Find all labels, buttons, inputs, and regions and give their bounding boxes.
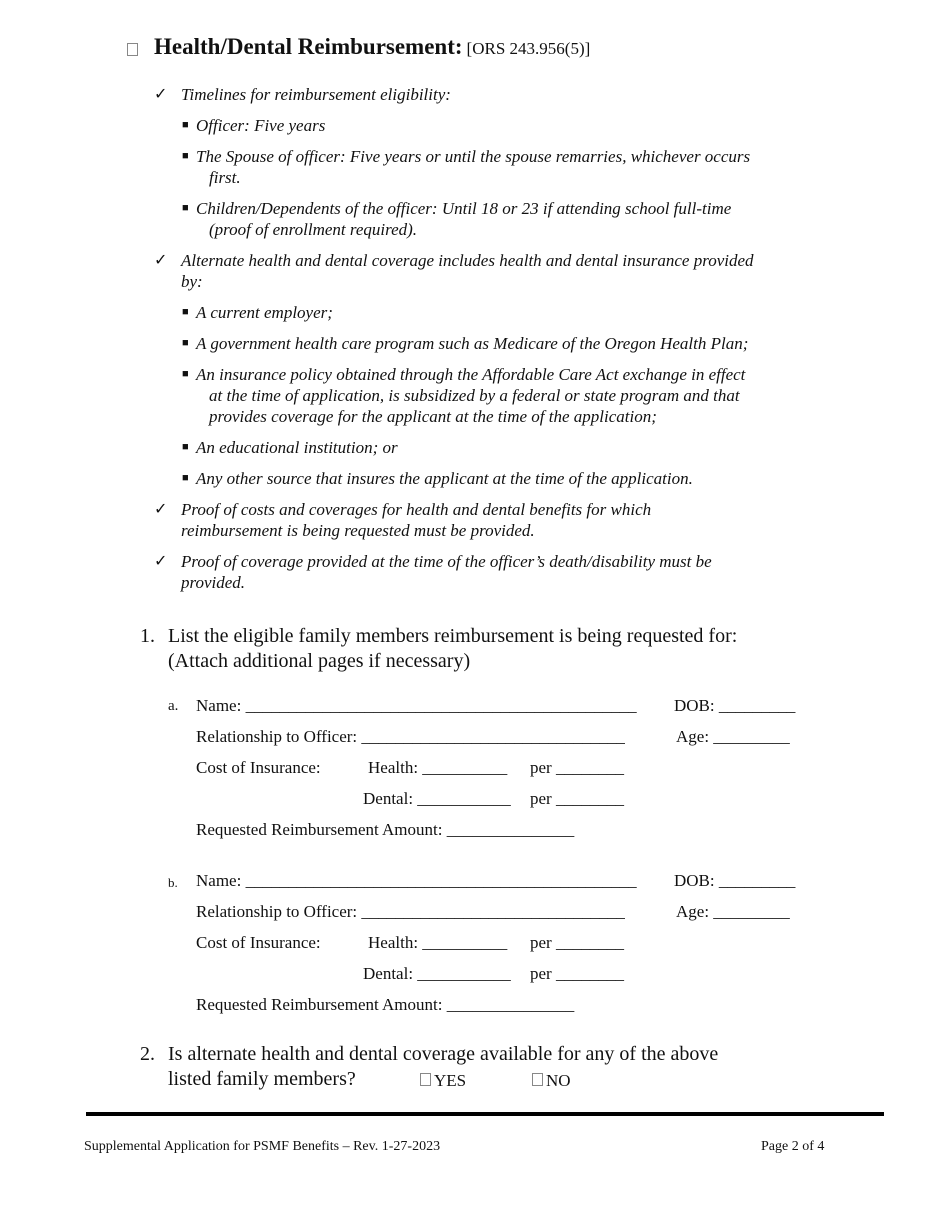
yes-option[interactable] xyxy=(420,1071,466,1091)
question-text: List the eligible family members reimbursement is being requested for: xyxy=(168,625,738,647)
bullet-icon: ■ xyxy=(182,472,189,484)
bullet-icon: ■ xyxy=(182,337,189,349)
footer-form-title: Supplemental Application for PSMF Benefits – Rev. 1-27-2023 xyxy=(84,1139,441,1154)
list-item: An educational institution; or xyxy=(196,438,398,457)
bullet-icon: ■ xyxy=(182,306,189,318)
health-cost-field[interactable]: Health: __________ xyxy=(368,933,508,952)
relationship-field[interactable]: Relationship to Officer: _______________________________ xyxy=(196,727,625,746)
member-letter: b. xyxy=(168,875,178,890)
list-item-continuation: (proof of enrollment required). xyxy=(209,220,418,239)
footer-page-number: Page 2 of 4 xyxy=(761,1139,825,1154)
relationship-field[interactable]: Relationship to Officer: _______________________________ xyxy=(196,902,625,921)
bullet-icon: ■ xyxy=(182,119,189,131)
no-option[interactable] xyxy=(532,1071,571,1091)
yes-checkbox[interactable] xyxy=(420,1073,431,1086)
requested-amount-field[interactable]: Requested Reimbursement Amount: _______________ xyxy=(196,995,575,1014)
checkmark-icon: ✓ xyxy=(154,501,168,518)
question-text: Is alternate health and dental coverage available for any of the above xyxy=(168,1043,719,1065)
checklist-text-continuation: reimbursement is being requested must be provided. xyxy=(181,521,535,540)
section-citation: [ORS 243.956(5)] xyxy=(466,39,591,58)
list-item: A government health care program such as Medicare of the Oregon Health Plan; xyxy=(196,334,749,353)
list-item-continuation: at the time of application, is subsidized by a federal or state program and that xyxy=(209,386,740,405)
name-field[interactable]: Name: ______________________________________________ xyxy=(196,871,637,890)
cost-label: Cost of Insurance: xyxy=(196,933,321,952)
list-item: A current employer; xyxy=(196,303,333,322)
checklist-text-continuation: provided. xyxy=(181,573,246,592)
question-text-continuation: listed family members? xyxy=(168,1068,356,1090)
checkmark-icon: ✓ xyxy=(154,252,168,269)
checkmark-icon: ✓ xyxy=(154,553,168,570)
dental-cost-field[interactable]: Dental: ___________ xyxy=(363,964,511,983)
age-field[interactable]: Age: _________ xyxy=(676,902,790,921)
checklist-text-continuation: by: xyxy=(181,272,203,291)
footer-divider xyxy=(86,1112,884,1116)
dental-per-field[interactable]: per ________ xyxy=(530,789,624,808)
list-item-continuation: first. xyxy=(209,168,241,187)
yes-label: YES xyxy=(434,1071,467,1090)
list-item: An insurance policy obtained through the Affordable Care Act exchange in effect xyxy=(196,365,746,384)
health-per-field[interactable]: per ________ xyxy=(530,933,624,952)
section-heading xyxy=(154,34,590,60)
list-item: Officer: Five years xyxy=(196,116,326,135)
dental-per-field[interactable]: per ________ xyxy=(530,964,624,983)
member-letter: a. xyxy=(168,698,179,714)
question-text-continuation: (Attach additional pages if necessary) xyxy=(168,650,471,672)
dob-field[interactable]: DOB: _________ xyxy=(674,871,796,890)
age-field[interactable]: Age: _________ xyxy=(676,727,790,746)
health-cost-field[interactable]: Health: __________ xyxy=(368,758,508,777)
section-title: Health/Dental Reimbursement: xyxy=(154,34,463,59)
section-checkbox[interactable] xyxy=(127,43,138,56)
list-item-continuation: provides coverage for the applicant at the time of the application; xyxy=(209,407,657,426)
list-item: Children/Dependents of the officer: Until 18 or 23 if attending school full-time xyxy=(196,199,732,218)
bullet-icon: ■ xyxy=(182,368,189,380)
no-checkbox[interactable] xyxy=(532,1073,543,1086)
dob-field[interactable]: DOB: _________ xyxy=(674,696,796,715)
health-per-field[interactable]: per ________ xyxy=(530,758,624,777)
checklist-text: Timelines for reimbursement eligibility: xyxy=(181,85,451,104)
bullet-icon: ■ xyxy=(182,150,189,162)
cost-label: Cost of Insurance: xyxy=(196,758,321,777)
requested-amount-field[interactable]: Requested Reimbursement Amount: _______________ xyxy=(196,820,575,839)
checkmark-icon: ✓ xyxy=(154,86,168,103)
checklist-text: Alternate health and dental coverage includes health and dental insurance provided xyxy=(181,251,754,270)
no-label: NO xyxy=(546,1071,571,1090)
list-item: Any other source that insures the applicant at the time of the application. xyxy=(196,469,693,488)
question-number: 2. xyxy=(140,1043,155,1065)
checklist-text: Proof of coverage provided at the time of the officer’s death/disability must be xyxy=(181,552,712,571)
bullet-icon: ■ xyxy=(182,202,189,214)
bullet-icon: ■ xyxy=(182,441,189,453)
name-field[interactable]: Name: ______________________________________________ xyxy=(196,696,637,715)
dental-cost-field[interactable]: Dental: ___________ xyxy=(363,789,511,808)
question-number: 1. xyxy=(140,625,155,647)
list-item: The Spouse of officer: Five years or until the spouse remarries, whichever occurs xyxy=(196,147,751,166)
checklist-text: Proof of costs and coverages for health and dental benefits for which xyxy=(181,500,652,519)
